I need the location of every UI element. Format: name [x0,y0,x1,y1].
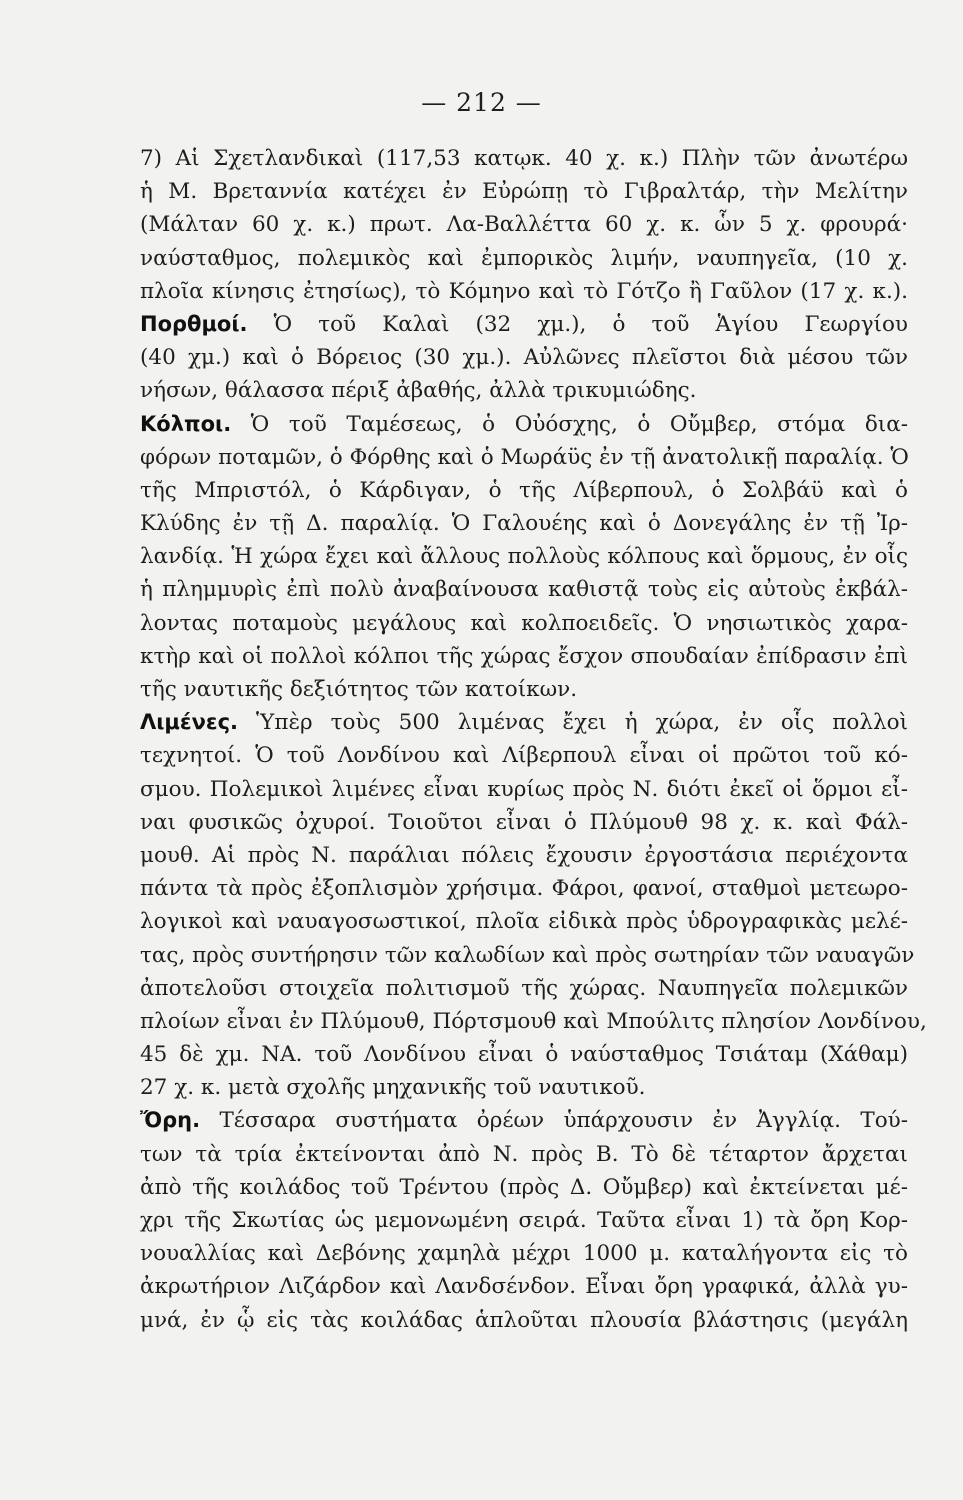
line-text: Ὁ τοῦ Ταμέσεως, ὁ Οὐόσχης, ὁ Οὔμβερ, στόμα δια- [231,411,908,437]
text-line [140,1138,908,1171]
line-text: φόρων ποταμῶν, ὁ Φόρθης καὶ ὁ Μωράϋς ἐν τῇ ἀνατολικῇ παραλίᾳ. Ὁ [140,444,909,470]
text-line [140,1237,908,1270]
text-line [140,441,908,474]
line-text: ἀποτελοῦσι στοιχεῖα πολιτισμοῦ τῆς χώρας. Ναυπηγεῖα πολεμικῶν [140,975,908,1001]
line-text: ναύσταθμος, πολεμικὸς καὶ ἐμπορικὸς λιμήν, ναυπηγεῖα, (10 χ. [140,245,908,271]
text-line [140,939,915,972]
section-heading: Λιμένες. [140,710,238,735]
text-line [140,739,908,772]
line-text: λογικοὶ καὶ ναυαγοσωστικοί, πλοῖα εἰδικὰ πρὸς ὑδρογραφικὰς μελέ- [140,909,908,935]
line-text: 7) Αἱ Σχετλανδικαὶ (117,53 κατῳκ. 40 χ. κ.) Πλὴν τῶν ἀνωτέρω [140,146,908,171]
text-line [140,175,908,208]
line-text: μνά, ἐν ᾧ εἰς τὰς κοιλάδας ἁπλοῦται πλουσία βλάστησις (μεγάλη [140,1307,908,1333]
text-line [140,1005,927,1038]
line-text: (Μάλταν 60 χ. κ.) πρωτ. Λα-Βαλλέττα 60 χ. κ. ὧν 5 χ. φρουρά· [140,212,908,238]
line-text: σμου. Πολεμικοὶ λιμένες εἶναι κυρίως πρὸς Ν. διότι ἐκεῖ οἱ ὅρμοι εἶ- [140,776,908,802]
line-text: λοντας ποταμοὺς μεγάλους καὶ κολποειδεῖς. Ὁ νησιωτικὸς χαρα- [140,610,908,636]
text-line [140,839,908,872]
text-line [140,673,908,706]
text-line [140,408,908,441]
line-text: των τὰ τρία ἐκτείνονται ἀπὸ Ν. πρὸς Β. Τὸ δὲ τέταρτον ἄρχεται [140,1141,908,1167]
line-text: Ὁ τοῦ Καλαὶ (32 χμ.), ὁ τοῦ Ἁγίου Γεωργίου [247,311,908,337]
text-line [140,1204,908,1237]
line-text: τῆς Μπριστόλ, ὁ Κάρδιγαν, ὁ τῆς Λίβερπουλ, ὁ Σολβάϋ καὶ ὁ [140,477,908,503]
line-text: Τέσσαρα συστήματα ὀρέων ὑπάρχουσιν ἐν Ἀγγλίᾳ. Τού- [200,1108,908,1134]
text-line [140,507,908,540]
text-line [140,1270,908,1303]
text-line [140,208,908,241]
text-line [140,242,908,275]
line-text: πλοῖα κίνησις ἐτησίως), τὸ Κόμηνο καὶ τὸ Γότζο ἢ Γαῦλον (17 χ. κ.). [140,278,908,304]
text-line [140,1038,908,1071]
section-heading: Πορθμοί. [140,311,248,336]
text-line [140,540,908,573]
line-text: Κλύδης ἐν τῇ Δ. παραλίᾳ. Ὁ Γαλουέης καὶ ὁ Δονεγάλης ἐν τῇ Ἰρ- [140,511,908,537]
line-text: 45 δὲ χμ. ΝΑ. τοῦ Λονδίνου εἶναι ὁ ναύσταθμος Τσιάταμ (Χάθαμ) [140,1042,908,1068]
section-heading: Κόλποι. [140,411,232,436]
text-line [140,872,908,905]
text-line [140,905,908,938]
text-line [140,773,908,806]
text-line [140,1104,908,1137]
line-text: ἀπὸ τῆς κοιλάδος τοῦ Τρέντου (πρὸς Δ. Οὔμβερ) καὶ ἐκτείνεται μέ- [140,1174,908,1200]
section-heading: Ὄρη. [140,1108,201,1133]
page-number: — 212 — [421,88,542,117]
text-line [140,474,908,507]
text-line [140,374,908,407]
line-text: τεχνητοί. Ὁ τοῦ Λονδίνου καὶ Λίβερπουλ εἶναι οἱ πρῶτοι τοῦ κό- [140,743,908,769]
line-text: νήσων, θάλασσα πέριξ ἀβαθής, ἀλλὰ τρικυμιώδης. [140,378,697,404]
text-line [140,275,908,308]
text-line [140,1071,908,1104]
text-line [140,1304,908,1337]
text-line [140,573,908,606]
line-text: 27 χ. κ. μετὰ σχολῆς μηχανικῆς τοῦ ναυτικοῦ. [140,1075,646,1101]
text-line [140,308,908,341]
line-text: ἡ πλημμυρὶς ἐπὶ πολὺ ἀναβαίνουσα καθιστᾷ τοὺς εἰς αὐτοὺς ἐκβάλ- [140,577,908,603]
line-text: νουαλλίας καὶ Δεβόνης χαμηλὰ μέχρι 1000 μ. καταλήγοντα εἰς τὸ [140,1241,908,1267]
line-text: ναι φυσικῶς ὀχυροί. Τοιοῦτοι εἶναι ὁ Πλύμουθ 98 χ. κ. καὶ Φάλ- [140,809,908,835]
text-line [140,806,908,839]
line-text: μουθ. Αἱ πρὸς Ν. παράλιαι πόλεις ἔχουσιν ἐργοστάσια περιέχοντα [140,842,908,868]
line-text: πλοίων εἶναι ἐν Πλύμουθ, Πόρτσμουθ καὶ Μπούλιτς πλησίον Λονδίνου, [140,1008,927,1034]
text-line [140,607,908,640]
line-text: κτὴρ καὶ οἱ πολλοὶ κόλποι τῆς χώρας ἔσχον σπουδαίαν ἐπίδρασιν ἐπὶ [140,643,908,669]
text-line [140,142,908,175]
text-line [140,640,908,673]
text-line [140,706,908,739]
body-text [140,142,927,1337]
line-text: χρι τῆς Σκωτίας ὡς μεμονωμένη σειρά. Ταῦτα εἶναι 1) τὰ ὄρη Κορ- [140,1208,908,1233]
line-text: ἀκρωτήριον Λιζάρδον καὶ Λανδσένδον. Εἶναι ὄρη γραφικά, ἀλλὰ γυ- [140,1274,908,1300]
line-text: λανδίᾳ. Ἡ χώρα ἔχει καὶ ἄλλους πολλοὺς κόλπους καὶ ὅρμους, ἐν οἷς [140,544,908,570]
text-line [140,341,908,374]
line-text: τας, πρὸς συντήρησιν τῶν καλωδίων καὶ πρὸς σωτηρίαν τῶν ναυαγῶν [140,942,915,968]
line-text: ἡ Μ. Βρεταννία κατέχει ἐν Εὐρώπῃ τὸ Γιβραλτάρ, τὴν Μελίτην [140,179,908,205]
text-line [140,972,908,1005]
line-text: Ὑπὲρ τοὺς 500 λιμένας ἔχει ἡ χώρα, ἐν οἷς πολλοὶ [238,710,908,736]
line-text: τῆς ναυτικῆς δεξιότητος τῶν κατοίκων. [140,677,578,702]
line-text: (40 χμ.) καὶ ὁ Βόρειος (30 χμ.). Αὐλῶνες πλεῖστοι διὰ μέσου τῶν [140,345,908,371]
text-line [140,1171,908,1204]
line-text: πάντα τὰ πρὸς ἐξοπλισμὸν χρήσιμα. Φάροι, φανοί, σταθμοὶ μετεωρο- [140,876,908,902]
